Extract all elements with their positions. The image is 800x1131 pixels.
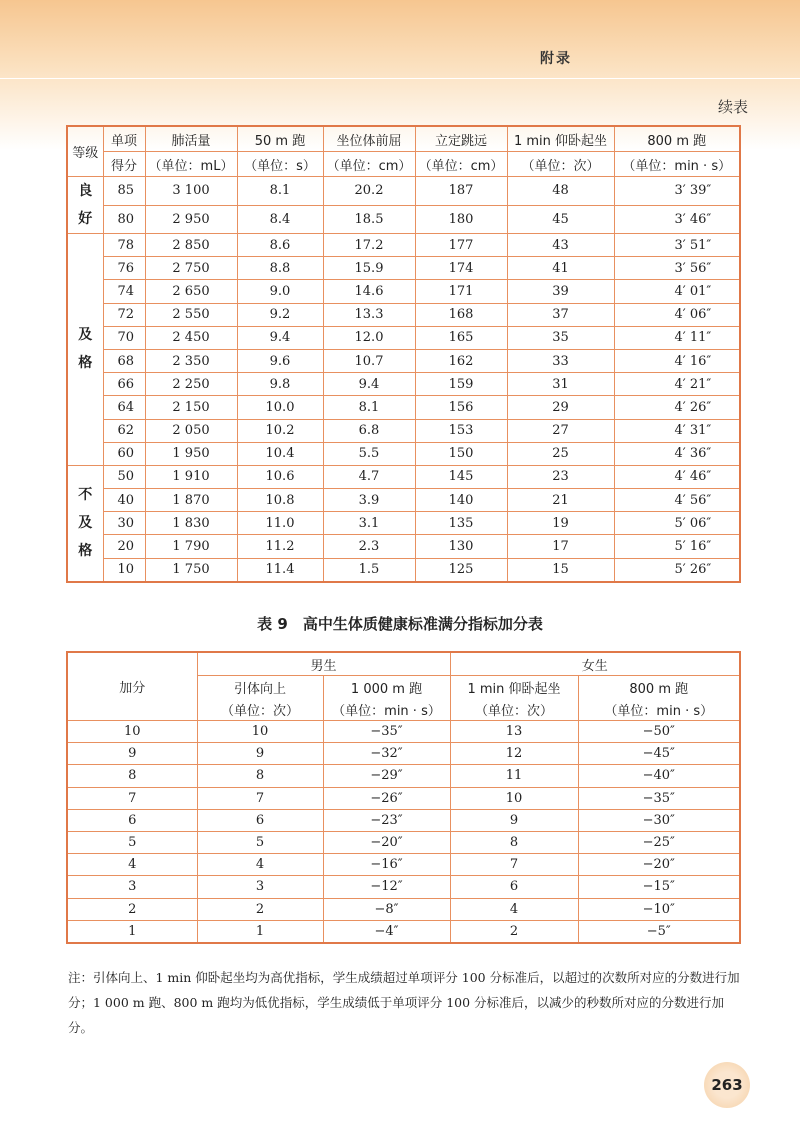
table-cell: 3.1 [323, 512, 415, 535]
table-cell: 2 [197, 898, 323, 920]
table-cell: 9.4 [237, 326, 323, 349]
table-cell: 150 [415, 442, 507, 465]
table-cell: 177 [415, 234, 507, 257]
table-cell: 43 [507, 234, 614, 257]
table-cell: −4″ [323, 920, 450, 943]
run-1000m-unit: （单位：min · s） [323, 698, 450, 721]
table-cell: 8.6 [237, 234, 323, 257]
table-cell: 3′ 46″ [614, 205, 740, 234]
footnote: 注：引体向上、1 min 仰卧起坐均为高优指标，学生成绩超过单项评分 100 分标准后，以超过的次数所对应的分数进行加分；1 000 m 跑、800 m 跑均为低优指标，学生成绩低于单项评分 100 分标准后，以减少的秒数所对应的分数进行加分。 [68, 970, 740, 1035]
run-800m-header: 800 m 跑 [614, 126, 740, 152]
table-cell: 11.4 [237, 558, 323, 582]
table-cell: 2 050 [145, 419, 237, 442]
table-cell: 159 [415, 373, 507, 396]
table-cell: −30″ [578, 809, 740, 831]
table-cell: 10.7 [323, 349, 415, 372]
table-cell: 10 [197, 721, 323, 743]
table-cell: 1 830 [145, 512, 237, 535]
table-cell: −25″ [578, 831, 740, 853]
table-9-title: 表 9 高中生体质健康标准满分指标加分表 [257, 615, 543, 633]
table-row [67, 419, 740, 442]
grade-char: 及 [78, 515, 93, 532]
table-row [67, 876, 740, 898]
table-cell: 4′ 01″ [614, 280, 740, 303]
table-cell: 2 250 [145, 373, 237, 396]
table-cell: 2 650 [145, 280, 237, 303]
table-cell: 162 [415, 349, 507, 372]
table-cell: 3 [67, 876, 197, 898]
table-cell: −5″ [578, 920, 740, 943]
table-row [67, 743, 740, 765]
table-cell: 4′ 31″ [614, 419, 740, 442]
table-row [67, 721, 740, 743]
table-cell: 10.4 [237, 442, 323, 465]
table-cell: 9.6 [237, 349, 323, 372]
table-cell: 3.9 [323, 489, 415, 512]
table-row [67, 787, 740, 809]
grade-char: 好 [78, 211, 93, 227]
table-cell: 68 [103, 349, 145, 372]
table-cell: −29″ [323, 765, 450, 787]
situp-unit: （单位：次） [507, 152, 614, 177]
table-row [67, 558, 740, 582]
table-cell: 3′ 39″ [614, 177, 740, 206]
bonus-table [66, 651, 741, 944]
table-row [67, 326, 740, 349]
table-cell: 4′ 26″ [614, 396, 740, 419]
table-cell: 10.0 [237, 396, 323, 419]
table-cell: 39 [507, 280, 614, 303]
table-cell: −12″ [323, 876, 450, 898]
grade-char: 不 [78, 487, 93, 504]
table-cell: −20″ [578, 854, 740, 876]
table-cell: 41 [507, 257, 614, 280]
table-cell: 13 [450, 721, 578, 743]
table-cell: 8 [450, 831, 578, 853]
table-cell: 7 [450, 854, 578, 876]
table-row [67, 373, 740, 396]
table-cell: 11 [450, 765, 578, 787]
table-cell: 10.8 [237, 489, 323, 512]
table-cell: 15.9 [323, 257, 415, 280]
grade-char: 良 [78, 183, 93, 199]
table-cell: 6 [450, 876, 578, 898]
table-cell: 140 [415, 489, 507, 512]
page-number: 263 [704, 1062, 750, 1108]
table-cell: 9.0 [237, 280, 323, 303]
table-cell: 5′ 06″ [614, 512, 740, 535]
table-cell: 10 [67, 721, 197, 743]
table-cell: 21 [507, 489, 614, 512]
table-cell: 2 750 [145, 257, 237, 280]
table-cell: 4.7 [323, 465, 415, 488]
table-cell: 20.2 [323, 177, 415, 206]
table-cell: 9.4 [323, 373, 415, 396]
table-cell: 12 [450, 743, 578, 765]
table-cell: 2.3 [323, 535, 415, 558]
table-cell: 10 [103, 558, 145, 582]
table-cell: 3′ 56″ [614, 257, 740, 280]
table-cell: 6 [67, 809, 197, 831]
table-cell: −23″ [323, 809, 450, 831]
table-cell: 145 [415, 465, 507, 488]
table-cell: 7 [197, 787, 323, 809]
long-jump-unit: （单位：cm） [415, 152, 507, 177]
female-run-800m-header: 800 m 跑 [578, 676, 740, 699]
table-cell: −45″ [578, 743, 740, 765]
table-cell: 5′ 16″ [614, 535, 740, 558]
vital-capacity-unit: （单位：mL） [145, 152, 237, 177]
long-jump-header: 立定跳远 [415, 126, 507, 152]
table-cell: 31 [507, 373, 614, 396]
table-cell: 4′ 56″ [614, 489, 740, 512]
table-cell: 1 [197, 920, 323, 943]
table-cell: 27 [507, 419, 614, 442]
table-cell: −20″ [323, 831, 450, 853]
male-header: 男生 [197, 652, 450, 676]
female-situp-unit: （单位：次） [450, 698, 578, 721]
pullup-header: 引体向上 [197, 676, 323, 699]
table-cell: 1 790 [145, 535, 237, 558]
table-cell: 2 450 [145, 326, 237, 349]
table-cell: 168 [415, 303, 507, 326]
table-cell: 4′ 16″ [614, 349, 740, 372]
table-cell: 4′ 11″ [614, 326, 740, 349]
table-cell: 4 [450, 898, 578, 920]
table-cell: 30 [103, 512, 145, 535]
table-row [67, 831, 740, 853]
table-cell: 156 [415, 396, 507, 419]
table-cell: 2 150 [145, 396, 237, 419]
table-cell: 3 [197, 876, 323, 898]
table-row [67, 465, 740, 488]
table-cell: 153 [415, 419, 507, 442]
table-cell: 125 [415, 558, 507, 582]
table-cell: −35″ [323, 721, 450, 743]
table-cell: 171 [415, 280, 507, 303]
table-cell: 18.5 [323, 205, 415, 234]
table-row [67, 809, 740, 831]
grade-cell [67, 234, 103, 466]
table-cell: 14.6 [323, 280, 415, 303]
table-cell: 80 [103, 205, 145, 234]
table-cell: −8″ [323, 898, 450, 920]
table-cell: 64 [103, 396, 145, 419]
table-row [67, 489, 740, 512]
table-row [67, 898, 740, 920]
table-row [67, 177, 740, 206]
table-cell: 5 [197, 831, 323, 853]
table-cell: 1 950 [145, 442, 237, 465]
table-cell: 4′ 36″ [614, 442, 740, 465]
table-cell: 70 [103, 326, 145, 349]
table-cell: 13.3 [323, 303, 415, 326]
table-cell: 10 [450, 787, 578, 809]
table-cell: 187 [415, 177, 507, 206]
table-cell: 4′ 46″ [614, 465, 740, 488]
table-row [67, 535, 740, 558]
vital-capacity-header: 肺活量 [145, 126, 237, 152]
table-cell: 15 [507, 558, 614, 582]
table-cell: 9 [450, 809, 578, 831]
table-row [67, 257, 740, 280]
table-cell: 2 [67, 898, 197, 920]
table-cell: 2 550 [145, 303, 237, 326]
table-cell: 85 [103, 177, 145, 206]
table-row [67, 303, 740, 326]
header-rule [0, 78, 800, 79]
sit-reach-header: 坐位体前屈 [323, 126, 415, 152]
table-cell: 17 [507, 535, 614, 558]
table-cell: −16″ [323, 854, 450, 876]
table-cell: 2 950 [145, 205, 237, 234]
table-cell: 3 100 [145, 177, 237, 206]
score-table [66, 125, 741, 583]
run-1000m-header: 1 000 m 跑 [323, 676, 450, 699]
table-cell: 29 [507, 396, 614, 419]
table-cell: 4 [197, 854, 323, 876]
table-cell: 78 [103, 234, 145, 257]
section-label: 附录 [540, 51, 572, 67]
table-cell: 2 350 [145, 349, 237, 372]
table-row [67, 854, 740, 876]
table-cell: 8.4 [237, 205, 323, 234]
table-row [67, 920, 740, 943]
table-cell: 174 [415, 257, 507, 280]
table-row [67, 765, 740, 787]
score-header: 单项 [103, 126, 145, 152]
table-cell: 9 [197, 743, 323, 765]
table-cell: 74 [103, 280, 145, 303]
table-cell: 1 910 [145, 465, 237, 488]
grade-char: 格 [78, 355, 93, 372]
table-cell: 17.2 [323, 234, 415, 257]
table-cell: 66 [103, 373, 145, 396]
score-header-unit: 得分 [103, 152, 145, 177]
table-cell: 1.5 [323, 558, 415, 582]
table-row [67, 234, 740, 257]
table-row [67, 349, 740, 372]
table-cell: 180 [415, 205, 507, 234]
table-cell: 3′ 51″ [614, 234, 740, 257]
table-cell: 5 [67, 831, 197, 853]
table-cell: −32″ [323, 743, 450, 765]
table-cell: 6.8 [323, 419, 415, 442]
table-row [67, 205, 740, 234]
table-row [67, 280, 740, 303]
run-50m-header: 50 m 跑 [237, 126, 323, 152]
grade-cell [67, 465, 103, 581]
table-cell: 76 [103, 257, 145, 280]
table-cell: 19 [507, 512, 614, 535]
table-cell: 50 [103, 465, 145, 488]
table-cell: 5.5 [323, 442, 415, 465]
table-row [67, 396, 740, 419]
table-cell: 25 [507, 442, 614, 465]
continued-label: 续表 [717, 98, 748, 116]
pullup-unit: （单位：次） [197, 698, 323, 721]
table-cell: 2 [450, 920, 578, 943]
table-cell: 4′ 06″ [614, 303, 740, 326]
table-cell: 9 [67, 743, 197, 765]
table-cell: 20 [103, 535, 145, 558]
table-cell: 1 750 [145, 558, 237, 582]
table-cell: 11.0 [237, 512, 323, 535]
grade-char: 格 [78, 543, 93, 560]
table-cell: 6 [197, 809, 323, 831]
run-50m-unit: （单位：s） [237, 152, 323, 177]
table-cell: 5′ 26″ [614, 558, 740, 582]
table-cell: 8 [197, 765, 323, 787]
table-cell: −10″ [578, 898, 740, 920]
table-cell: 11.2 [237, 535, 323, 558]
situp-header: 1 min 仰卧起坐 [507, 126, 614, 152]
table-cell: −40″ [578, 765, 740, 787]
table-cell: −50″ [578, 721, 740, 743]
table-cell: 23 [507, 465, 614, 488]
female-situp-header: 1 min 仰卧起坐 [450, 676, 578, 699]
table-cell: −35″ [578, 787, 740, 809]
grade-char: 及 [78, 327, 93, 344]
table-cell: 165 [415, 326, 507, 349]
table-cell: 33 [507, 349, 614, 372]
table-cell: 12.0 [323, 326, 415, 349]
female-run-800m-unit: （单位：min · s） [578, 698, 740, 721]
table-cell: 4′ 21″ [614, 373, 740, 396]
table-cell: 45 [507, 205, 614, 234]
table-cell: −15″ [578, 876, 740, 898]
table-cell: 10.2 [237, 419, 323, 442]
grade-cell [67, 177, 103, 234]
table-cell: 37 [507, 303, 614, 326]
table-cell: 7 [67, 787, 197, 809]
table-cell: 135 [415, 512, 507, 535]
table-cell: 40 [103, 489, 145, 512]
female-header: 女生 [450, 652, 740, 676]
table-cell: 8.1 [323, 396, 415, 419]
table-cell: 4 [67, 854, 197, 876]
table-cell: 1 870 [145, 489, 237, 512]
table-cell: 1 [67, 920, 197, 943]
table-cell: 8.1 [237, 177, 323, 206]
bonus-header: 加分 [67, 652, 197, 721]
table-row [67, 512, 740, 535]
table-cell: 60 [103, 442, 145, 465]
table-row [67, 442, 740, 465]
table-cell: 72 [103, 303, 145, 326]
grade-header: 等级 [67, 126, 103, 177]
table-cell: 35 [507, 326, 614, 349]
table-cell: −26″ [323, 787, 450, 809]
table-cell: 62 [103, 419, 145, 442]
sit-reach-unit: （单位：cm） [323, 152, 415, 177]
table-cell: 130 [415, 535, 507, 558]
table-cell: 9.8 [237, 373, 323, 396]
table-cell: 9.2 [237, 303, 323, 326]
table-cell: 2 850 [145, 234, 237, 257]
table-cell: 10.6 [237, 465, 323, 488]
table-cell: 8 [67, 765, 197, 787]
table-cell: 48 [507, 177, 614, 206]
run-800m-unit: （单位：min · s） [614, 152, 740, 177]
table-cell: 8.8 [237, 257, 323, 280]
